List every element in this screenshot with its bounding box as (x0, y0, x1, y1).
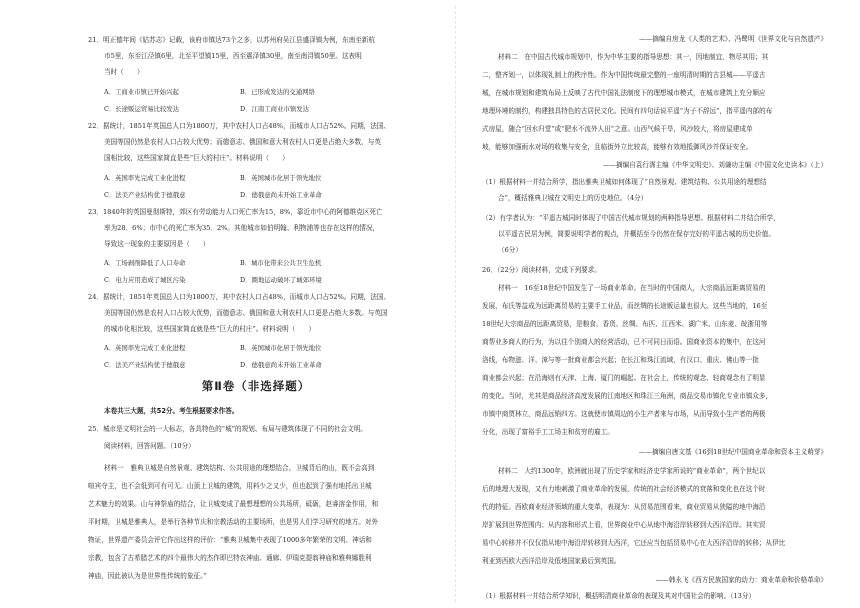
material-line: 利亚到西欧大西洋沿岸及低地国家最后到英国。 (482, 557, 621, 565)
material-line: 坡，能够加强雨水对场的收集与安全，且临街外立比较高，能够有效地抵御风沙并保证安全。 (482, 143, 753, 151)
q24-option-c: C．法美产业结构优于德俄意 (104, 361, 186, 369)
q23-line: 23．1840年的英国曼彻斯特，郊区有劳动能力人口死亡率为15，8%，靠近市中心的阿德维克区死亡 (88, 208, 383, 216)
q23-option-b: B．城市化带来公共卫生危机 (240, 259, 322, 267)
q22-option-c: C．法美产业结构优于德俄意 (104, 191, 186, 199)
q22-line: 22．据统计，1851年英国总人口为1800万，其中农村人口占48%，而城市人口占52%。同期，法国、 (88, 122, 391, 130)
q22-option-d: D．德俄意尚未开始工业革命 (240, 191, 322, 199)
q24-line: 24．据统计，1851年英国总人口为1800万，其中农村人口占48%，而城市人口占52%。同期，法国、 (88, 293, 391, 301)
q21-option-a: A．工商业市镇已开始兴起 (104, 88, 179, 96)
left-column (88, 0, 424, 608)
question-line: （2）有学者认为：“平遥古城同时体现了中国古代城市规划的两种指导思想。根据材料二并结合所学， (482, 214, 780, 222)
q26-line: 洛线，布物滋、洋、漳与等一批商业都会兴起；在长江和珠江流域，有汉口、重庆、佛山等一批 (482, 356, 759, 364)
q24-line: 的城市化相比较，这些国家简直就是些“巨大的村庄”。材料说明（ ） (104, 325, 316, 333)
material-line: 后的地理大发现，又有力地刺激了商业革命的发展，传统的社会经济模式的衰落和变化也在这个时 (482, 485, 766, 493)
q22-line: 国相比较，这些国家简直是些“巨大的村庄”。材料说明（ ） (104, 154, 289, 162)
material-line: 式房屋，随合“回水归堂”或“肥水不流外人田”之意。山西气候干旱，风沙较大，将房屋建成单 (482, 125, 753, 133)
q25-line: 物证，世界遗产委员会评它作出这样的评价：“雅典卫城集中表现了1000多年繁荣的文明、神话和 (88, 536, 372, 544)
material-line: 地理环境的制约，构建独具特色的古居民文化。民间有四句话说平遥“为子不辞远”，指平遥内部的布 (482, 107, 773, 115)
q25-line: 喧宾夺主，也不会低到可有可无。山顶上卫城的建筑，用料少之又少，但也起到了强有地托出卫城 (88, 482, 372, 490)
q26-line: 18世纪大宗商品的远距离贸易，是粮食、香货、丝绸、布匹、江西米、湖广米、山东麦、皖浙用等 (482, 320, 768, 328)
q22-option-b: B．英国城市化居于领先地位 (240, 174, 322, 182)
q23-option-a: A．工场剥削降低了人口寿命 (104, 259, 186, 267)
q25-line: 宗教，包含了古希腊艺术的四个最伟大的杰作即巴特农神庙、通廊、伊瑞克提翁神庙和雅典娜胜利 (88, 554, 372, 562)
q25-line: 艺术魅力的效果。山与神祭庙的结合，让卫城变成了最想理想的公共场所，砥砺，赵睿溶金作用，和 (88, 500, 379, 508)
material-line: 二，整齐划一，以体现礼制上的秩序性。作为中国传统最完整的一座明清时期的古县城——平遥古 (482, 71, 766, 79)
material-line: 材料二 大约1300年，欧洲就出现了历史学家和经济史学家所说的“商业革命”，两个世纪以 (498, 467, 766, 475)
q21-line: 21．明正德年间《姑苏志》记载，该府市镇达73个之多，以苏州府吴江县盛泽镇为例，东南至新杭 (88, 36, 376, 44)
material-line: 代的特征。西欧商业经济领域的重大变革，表现为：从贸易范围看来，商业贸易从狭隘的地中海沿 (482, 503, 766, 511)
right-column (482, 0, 827, 608)
material-line: 易中心转移并不仅仅指从地中海沿岸转移到大西洋，它还应当包括贸易中心在大西洋沿岸的转移；从伊比 (482, 539, 786, 547)
q22-option-a: A．英国率先完成工业化进程 (104, 174, 186, 182)
q25-line: 神庙，因此被认为是世界性传统的象征。” (88, 572, 207, 580)
question-line: （6分） (498, 246, 522, 254)
material-line: 岸扩展到世界范围内；从内容和形式上看，世界商业中心从地中海沿岸转移到大西洋沿岸。其实贸 (482, 521, 766, 529)
source-citation: ——韩永飞《西方民族国家的动力：商业革命和价格革命》 (655, 576, 827, 584)
q24-line: 美国等国仍然是农村人口占较大优势，而德意志、俄国和意大利农村人口更是占绝大多数。与英国 (104, 309, 388, 317)
q22-line: 美国等国仍然是农村人口占较大优势；而德意志、俄国和意大利农村人口更是占绝大多数，与英 (104, 138, 381, 146)
q26-line: 市镇中商贾林立，商品远销四方。这就使市镇周边的小生产者来与市场，从而导致小生产者的两极 (482, 410, 766, 418)
q26-line: 材料一 16至18世纪中国发生了一场商业革命。在当时的中国商人，大宗商品远距离贸易的 (498, 284, 766, 292)
q21-option-b: B．已形成发达的交通网络 (240, 88, 315, 96)
question-line: （1）根据材料一并结合所学，指出雅典卫城如何体现了“自然景观、建筑结构、公共用途的理想结 (482, 178, 767, 186)
q24-option-a: A．英国率先完成工业化进程 (104, 344, 186, 352)
q26-line: 的变化。当时，尤其是商品经济高度发展的江南地区和珠江三角洲，商品交易市镇化专业市镇众多， (482, 392, 773, 400)
source-citation: ——摘编自房龙《人类的艺术》、冯鹭明《世界文化与自然遗产》 (639, 35, 827, 43)
fold-line (455, 6, 457, 602)
q23-line: 导致这一现象的主要原因是（ ） (104, 240, 210, 248)
q21-option-c: C．长途贩运贸易比较发达 (104, 105, 180, 113)
q21-option-d: D．江南工商业市镇发达 (240, 105, 310, 113)
q21-line: 当时（ ） (104, 68, 144, 76)
q21-line: 市5里，东至江泾镇6里，北至平望镇15里，西至震泽镇30里，南至南浔镇50里。这表明 (104, 52, 362, 60)
q23-option-d: D．圈地运动破坏了城郊环境 (240, 276, 322, 284)
section-title: 第Ⅱ卷（非选择题） (201, 379, 311, 393)
question-line: （1）根据材料一并结合所学知识，概括明清商业革命的表现及其对中国社会的影响。（13分） (482, 592, 756, 600)
q24-option-d: D．德俄意尚未开始工业革命 (240, 361, 322, 369)
q25-line: 25．城市是文明社会的一大标志，各具特色的“城”的规划、布局与建筑体现了不同的社会文明。 (88, 425, 367, 433)
question-line: 以平遥古民居为例，简要说明学者的观点，并概括至今仍然在保存完好的平遥古城的历史价值。 (498, 230, 775, 238)
q25-line: 阅读材料，回答问题。（10分） (104, 442, 195, 450)
q25-line: 材料一 雅典卫城是自然景观、建筑结构、公共用途的理想结合。卫城背后的山，既不会高到 (104, 464, 375, 472)
section-note: 本卷共三大题，共52分。考生根据要求作答。 (104, 407, 239, 415)
source-citation: ——摘编自袁行霈主编《中华文明史》、刘谦功主编《中国文化史读本》（上） (602, 161, 827, 169)
q23-option-c: C．电力应用造成了城区污染 (104, 276, 186, 284)
q26-line: 26．（22分）阅读材料，完成下列要求。 (482, 266, 601, 274)
q26-line: 商业都会兴起；在沿海则有天津、上海、厦门的崛起。在社会上，传统的观念、轻商观念有了明显 (482, 374, 766, 382)
q26-line: 商帮业多商人的行为，为以往个别商人的经营活动，已不可同日而语。国商业资本的集中，在这河 (482, 338, 766, 346)
q25-line: 平时期，卫城是雅典人，是举行各种节庆和宗教活动的主要场所，也是男人们学习研究的地方。对外 (88, 518, 379, 526)
q23-line: 率为28．6%；市中心的死亡率为35．2%。其他城市如伯明翰、利物浦等也存在这样的情况， (104, 224, 380, 232)
source-citation: ——摘编自唐文基《16到18世纪中国商业革命和资本主义萌芽》 (638, 448, 827, 456)
material-line: 城，在城市规划和建筑布局上反映了古代中国礼法制度下的理想城市模式，在城市建筑上充分顺应 (482, 89, 766, 97)
material-line: 材料二 在中国古代城市规划中，作为中华主要的指导思想：其一，因地制宜，物尽其用；其 (498, 53, 769, 61)
question-line: 合”，概括雅典卫城在文明史上的历史地位。（4分） (498, 194, 648, 202)
q24-option-b: B．英国城市化居于领先地位 (240, 344, 322, 352)
q26-line: 分化，出现了富裕手工工场主和贫穷的雇工。 (482, 428, 614, 436)
q26-line: 发展，布氏等益成为远距离贸易的主要手工业品，而丝绸的长途贩运量也很大。这些当地的，16至 (482, 302, 768, 310)
